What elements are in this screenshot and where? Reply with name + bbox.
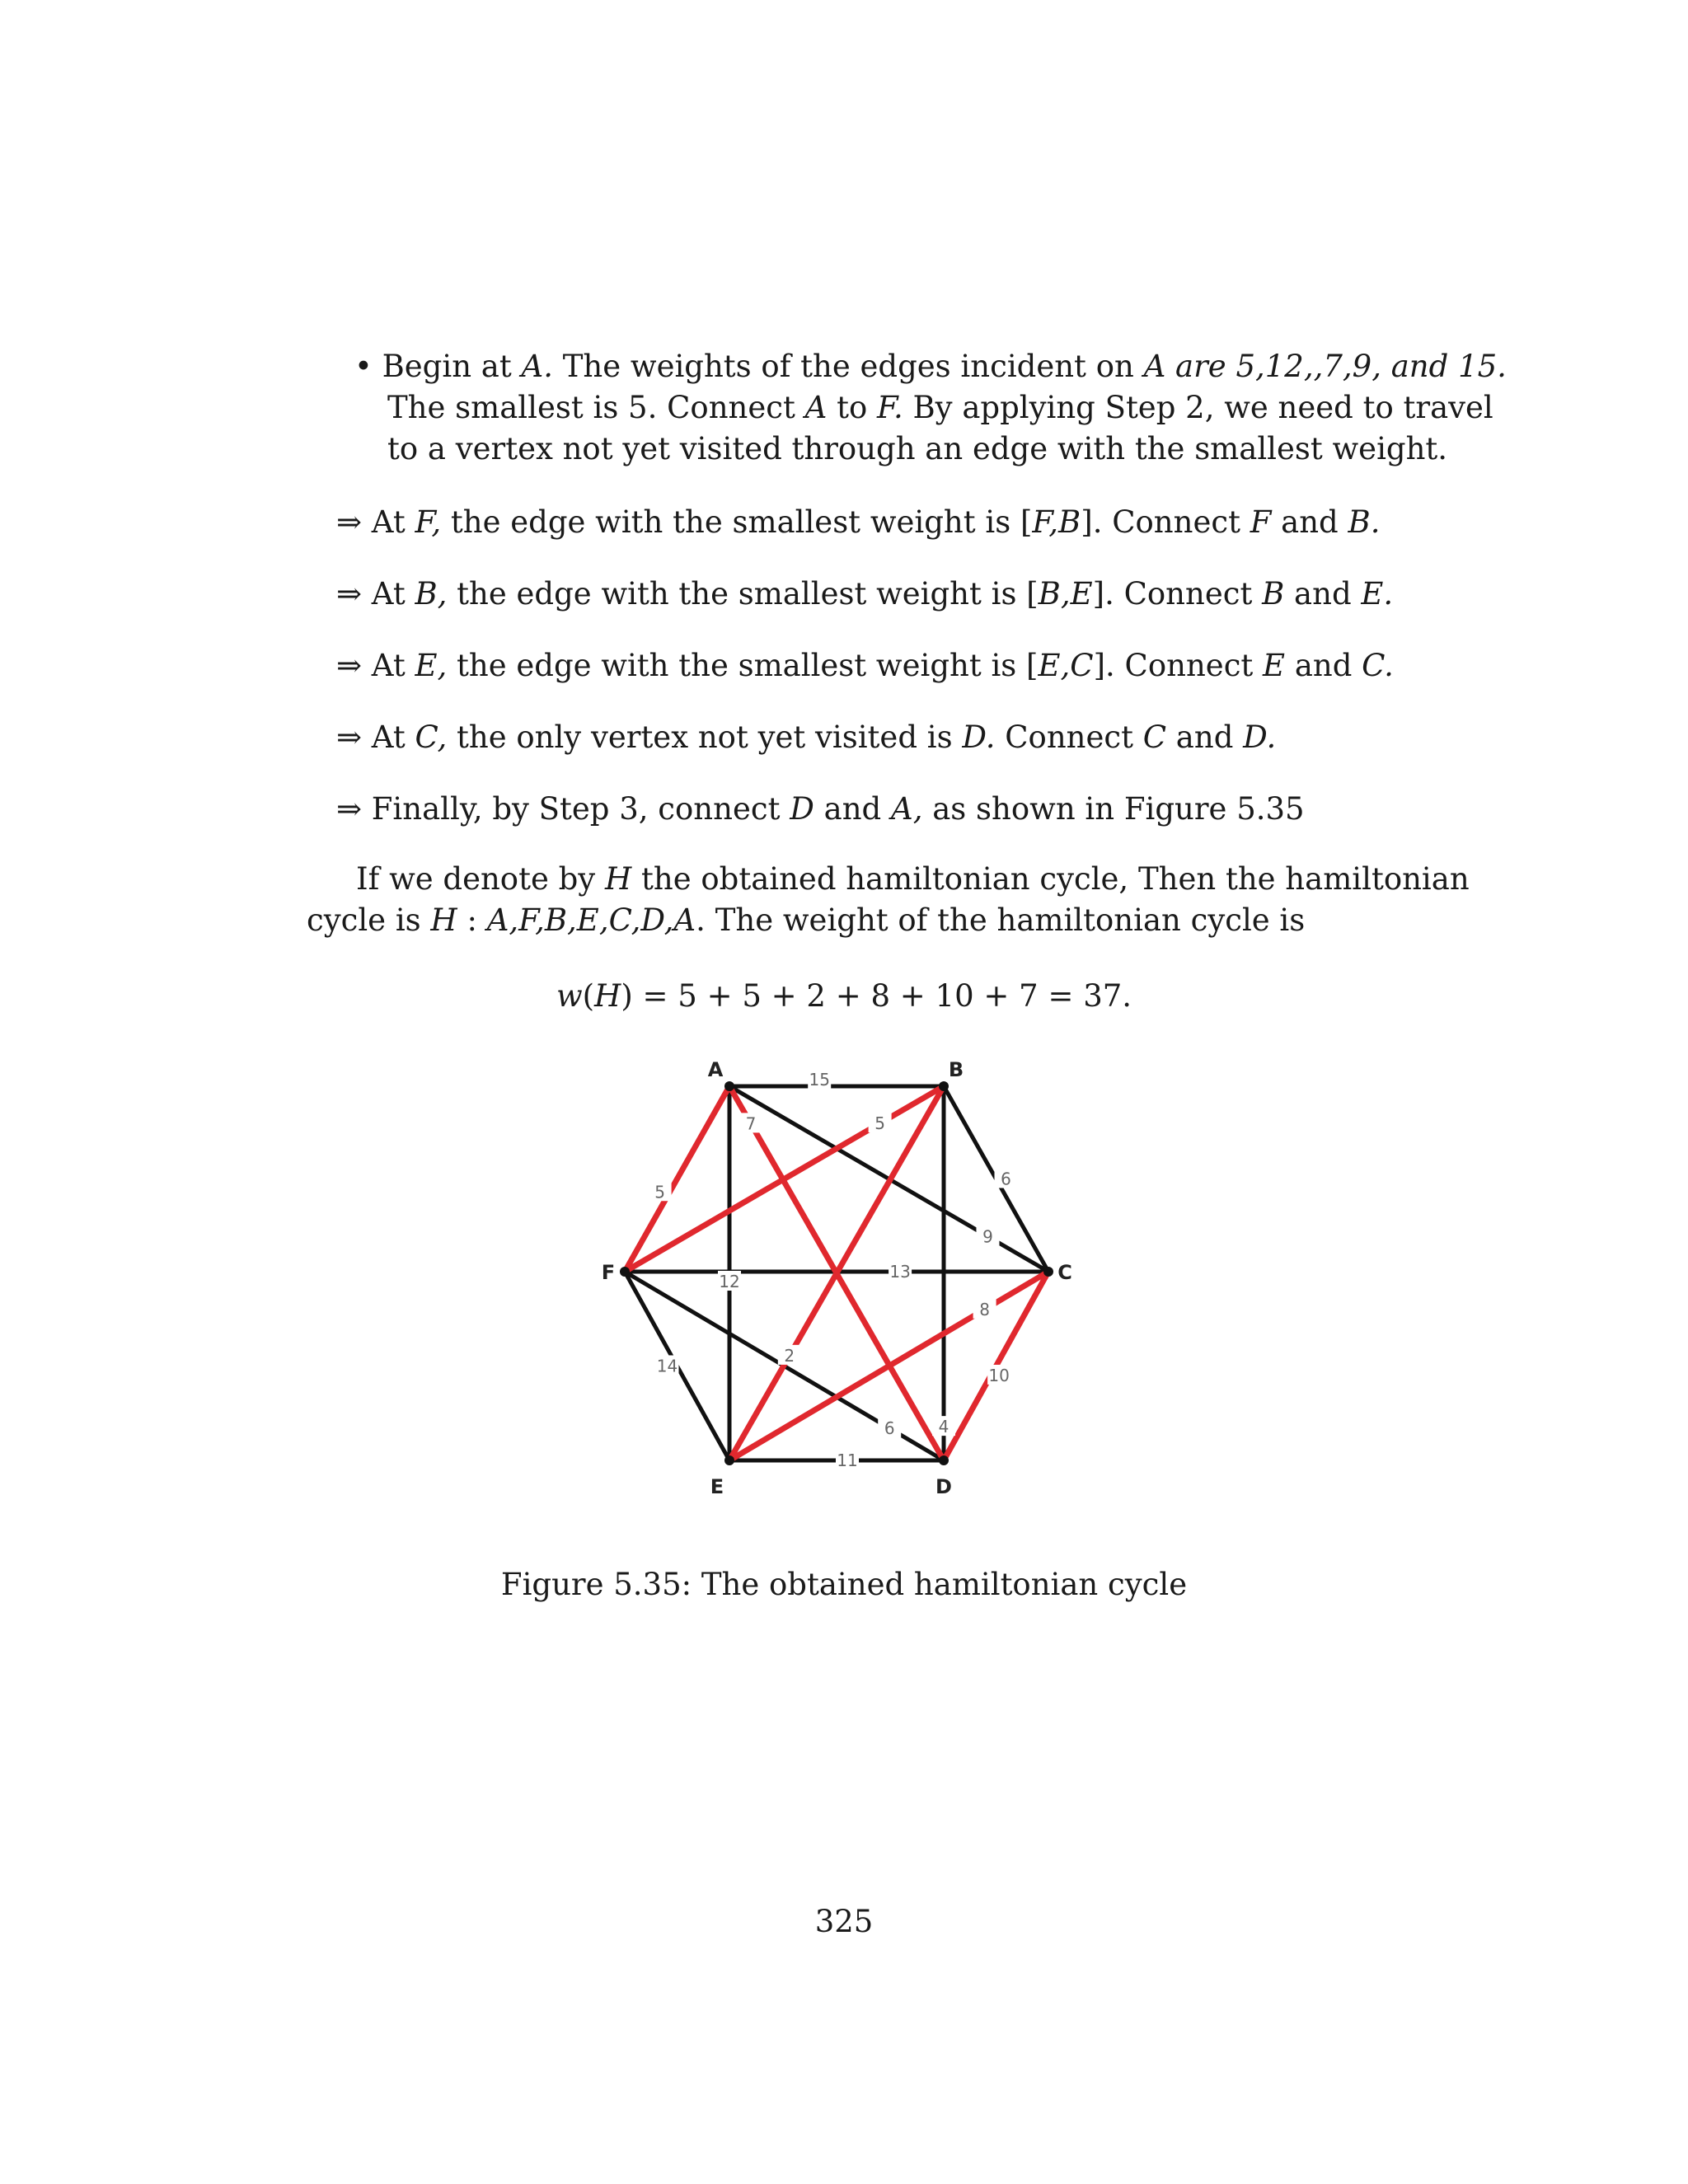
edge-weight-b-d: 4 <box>938 1417 950 1437</box>
paragraph-line-2 <box>307 900 1386 941</box>
text-run: D. <box>1243 719 1277 755</box>
edge-weight-f-b: 5 <box>874 1113 885 1133</box>
text-run: C. <box>1362 648 1394 683</box>
text-run: cycle is <box>307 902 431 938</box>
text-run: and <box>1271 504 1348 540</box>
vertex-label-d: D <box>935 1475 952 1498</box>
text-run: C <box>1142 719 1167 755</box>
text-run: are 5,12,,7,9, and 15. <box>1165 349 1507 384</box>
text-run: The smallest is 5. Connect <box>387 390 805 425</box>
vertex-label-e: E <box>710 1475 724 1498</box>
step-line-5 <box>336 789 1305 830</box>
figure-caption: Figure 5.35: The obtained hamiltonian cycle <box>500 1567 1188 1602</box>
text-run: C, <box>415 719 448 755</box>
text-run: A <box>1143 349 1166 384</box>
edge-weight-f-d: 6 <box>884 1418 895 1439</box>
paragraph-line-1 <box>307 859 1470 900</box>
bullet-paragraph <box>354 346 1507 470</box>
text-run: the edge with the smallest weight is [ <box>441 504 1033 540</box>
text-run: Begin at <box>382 349 522 384</box>
body-paragraph <box>307 859 1470 941</box>
text-run: F, <box>415 504 442 540</box>
text-run: the obtained hamiltonian cycle, Then the hamiltonian <box>631 861 1470 897</box>
vertex-label-b: B <box>948 1058 964 1081</box>
vertex-label-a: A <box>707 1058 724 1081</box>
edge-weight-c-d: 10 <box>988 1365 1010 1385</box>
text-run: the edge with the smallest weight is [ <box>447 576 1039 612</box>
text-run: and <box>1284 576 1362 612</box>
text-run: H <box>604 861 632 897</box>
text-run: ]. Connect <box>1093 648 1264 683</box>
text-run: ) = 5 + 5 + 2 + 8 + 10 + 7 = 37. <box>621 978 1132 1014</box>
text-run: ⇒ At <box>336 648 415 683</box>
text-run: D <box>790 791 814 827</box>
vertex-d <box>939 1455 949 1465</box>
text-run: E, <box>415 648 448 683</box>
text-run: ( <box>582 978 595 1014</box>
text-run: B, <box>415 576 448 612</box>
edge-weight-e-c: 8 <box>979 1299 990 1319</box>
step-line-3 <box>336 645 1394 687</box>
bullet-line-1 <box>354 346 1507 387</box>
edge-weight-a-c: 9 <box>982 1226 993 1247</box>
edge-weight-a-e: 12 <box>719 1272 740 1291</box>
text-run: By applying Step 2, we need to travel <box>903 390 1493 425</box>
text-run: to <box>827 390 878 425</box>
text-run: B. <box>1348 504 1381 540</box>
weight-equation <box>0 976 1688 1017</box>
edge-weight-a-b: 15 <box>809 1070 830 1090</box>
text-run: : <box>457 902 487 938</box>
text-run: E,C <box>1038 648 1094 683</box>
edge-weight-e-d: 11 <box>837 1451 858 1470</box>
bullet-symbol: • <box>354 349 373 384</box>
text-run: the edge with the smallest weight is [ <box>447 648 1039 683</box>
text-run: If we denote by <box>356 861 605 897</box>
text-run: A <box>804 390 828 425</box>
edge-weight-b-c: 6 <box>1001 1169 1011 1189</box>
text-run: and <box>814 791 891 827</box>
text-run: H <box>430 902 457 938</box>
text-run: A,F,B,E,C,D,A <box>486 902 696 938</box>
page-number: 325 <box>814 1904 874 1939</box>
text-run: F,B <box>1032 504 1081 540</box>
text-run: E <box>1263 648 1286 683</box>
vertex-label-f: F <box>601 1261 616 1284</box>
vertex-b <box>939 1081 949 1091</box>
edge-weight-a-f: 5 <box>654 1182 665 1202</box>
vertex-c <box>1043 1267 1053 1277</box>
vertex-a <box>724 1081 734 1091</box>
text-run: A. <box>521 349 553 384</box>
hamiltonian-graph-figure <box>601 1047 1088 1508</box>
bullet-line-2 <box>354 387 1493 429</box>
vertex-e <box>724 1455 734 1465</box>
bullet-line-3: to a vertex not yet visited through an edge with the smallest weight. <box>387 431 1448 466</box>
step-line-4 <box>336 717 1276 758</box>
text-run: . The weight of the hamiltonian cycle is <box>696 902 1306 938</box>
edge-weight-b-e: 2 <box>784 1345 795 1366</box>
vertex-label-c: C <box>1057 1261 1072 1284</box>
text-run: F <box>1250 504 1272 540</box>
graph-svg <box>601 1047 1088 1508</box>
text-run: the only vertex not yet visited is <box>447 719 963 755</box>
text-run: ⇒ At <box>336 576 415 612</box>
text-run: ]. Connect <box>1081 504 1250 540</box>
text-run: w <box>556 978 583 1014</box>
text-run: ⇒ At <box>336 504 415 540</box>
text-run: ]. Connect <box>1092 576 1263 612</box>
text-run: as shown in Figure 5.35 <box>922 791 1305 827</box>
vertex-f <box>620 1267 630 1277</box>
text-run: ⇒ At <box>336 719 415 755</box>
text-run: B,E <box>1038 576 1093 612</box>
text-run: D. <box>962 719 996 755</box>
text-run: The weights of the edges incident on <box>552 349 1144 384</box>
step-line-1 <box>336 502 1380 543</box>
text-run: ⇒ Finally, by Step 3, connect <box>336 791 790 827</box>
text-run: F. <box>877 390 903 425</box>
text-run: H <box>594 978 621 1014</box>
text-run: E. <box>1361 576 1394 612</box>
step-line-2 <box>336 574 1393 615</box>
text-run: and <box>1285 648 1362 683</box>
edge-weight-f-e: 14 <box>656 1356 678 1376</box>
edge-weight-a-d: 7 <box>745 1113 757 1134</box>
text-run: Connect <box>995 719 1143 755</box>
text-run: A, <box>891 791 923 827</box>
text-run: B <box>1262 576 1285 612</box>
edge-weight-f-c: 13 <box>889 1262 911 1282</box>
text-run: and <box>1166 719 1244 755</box>
